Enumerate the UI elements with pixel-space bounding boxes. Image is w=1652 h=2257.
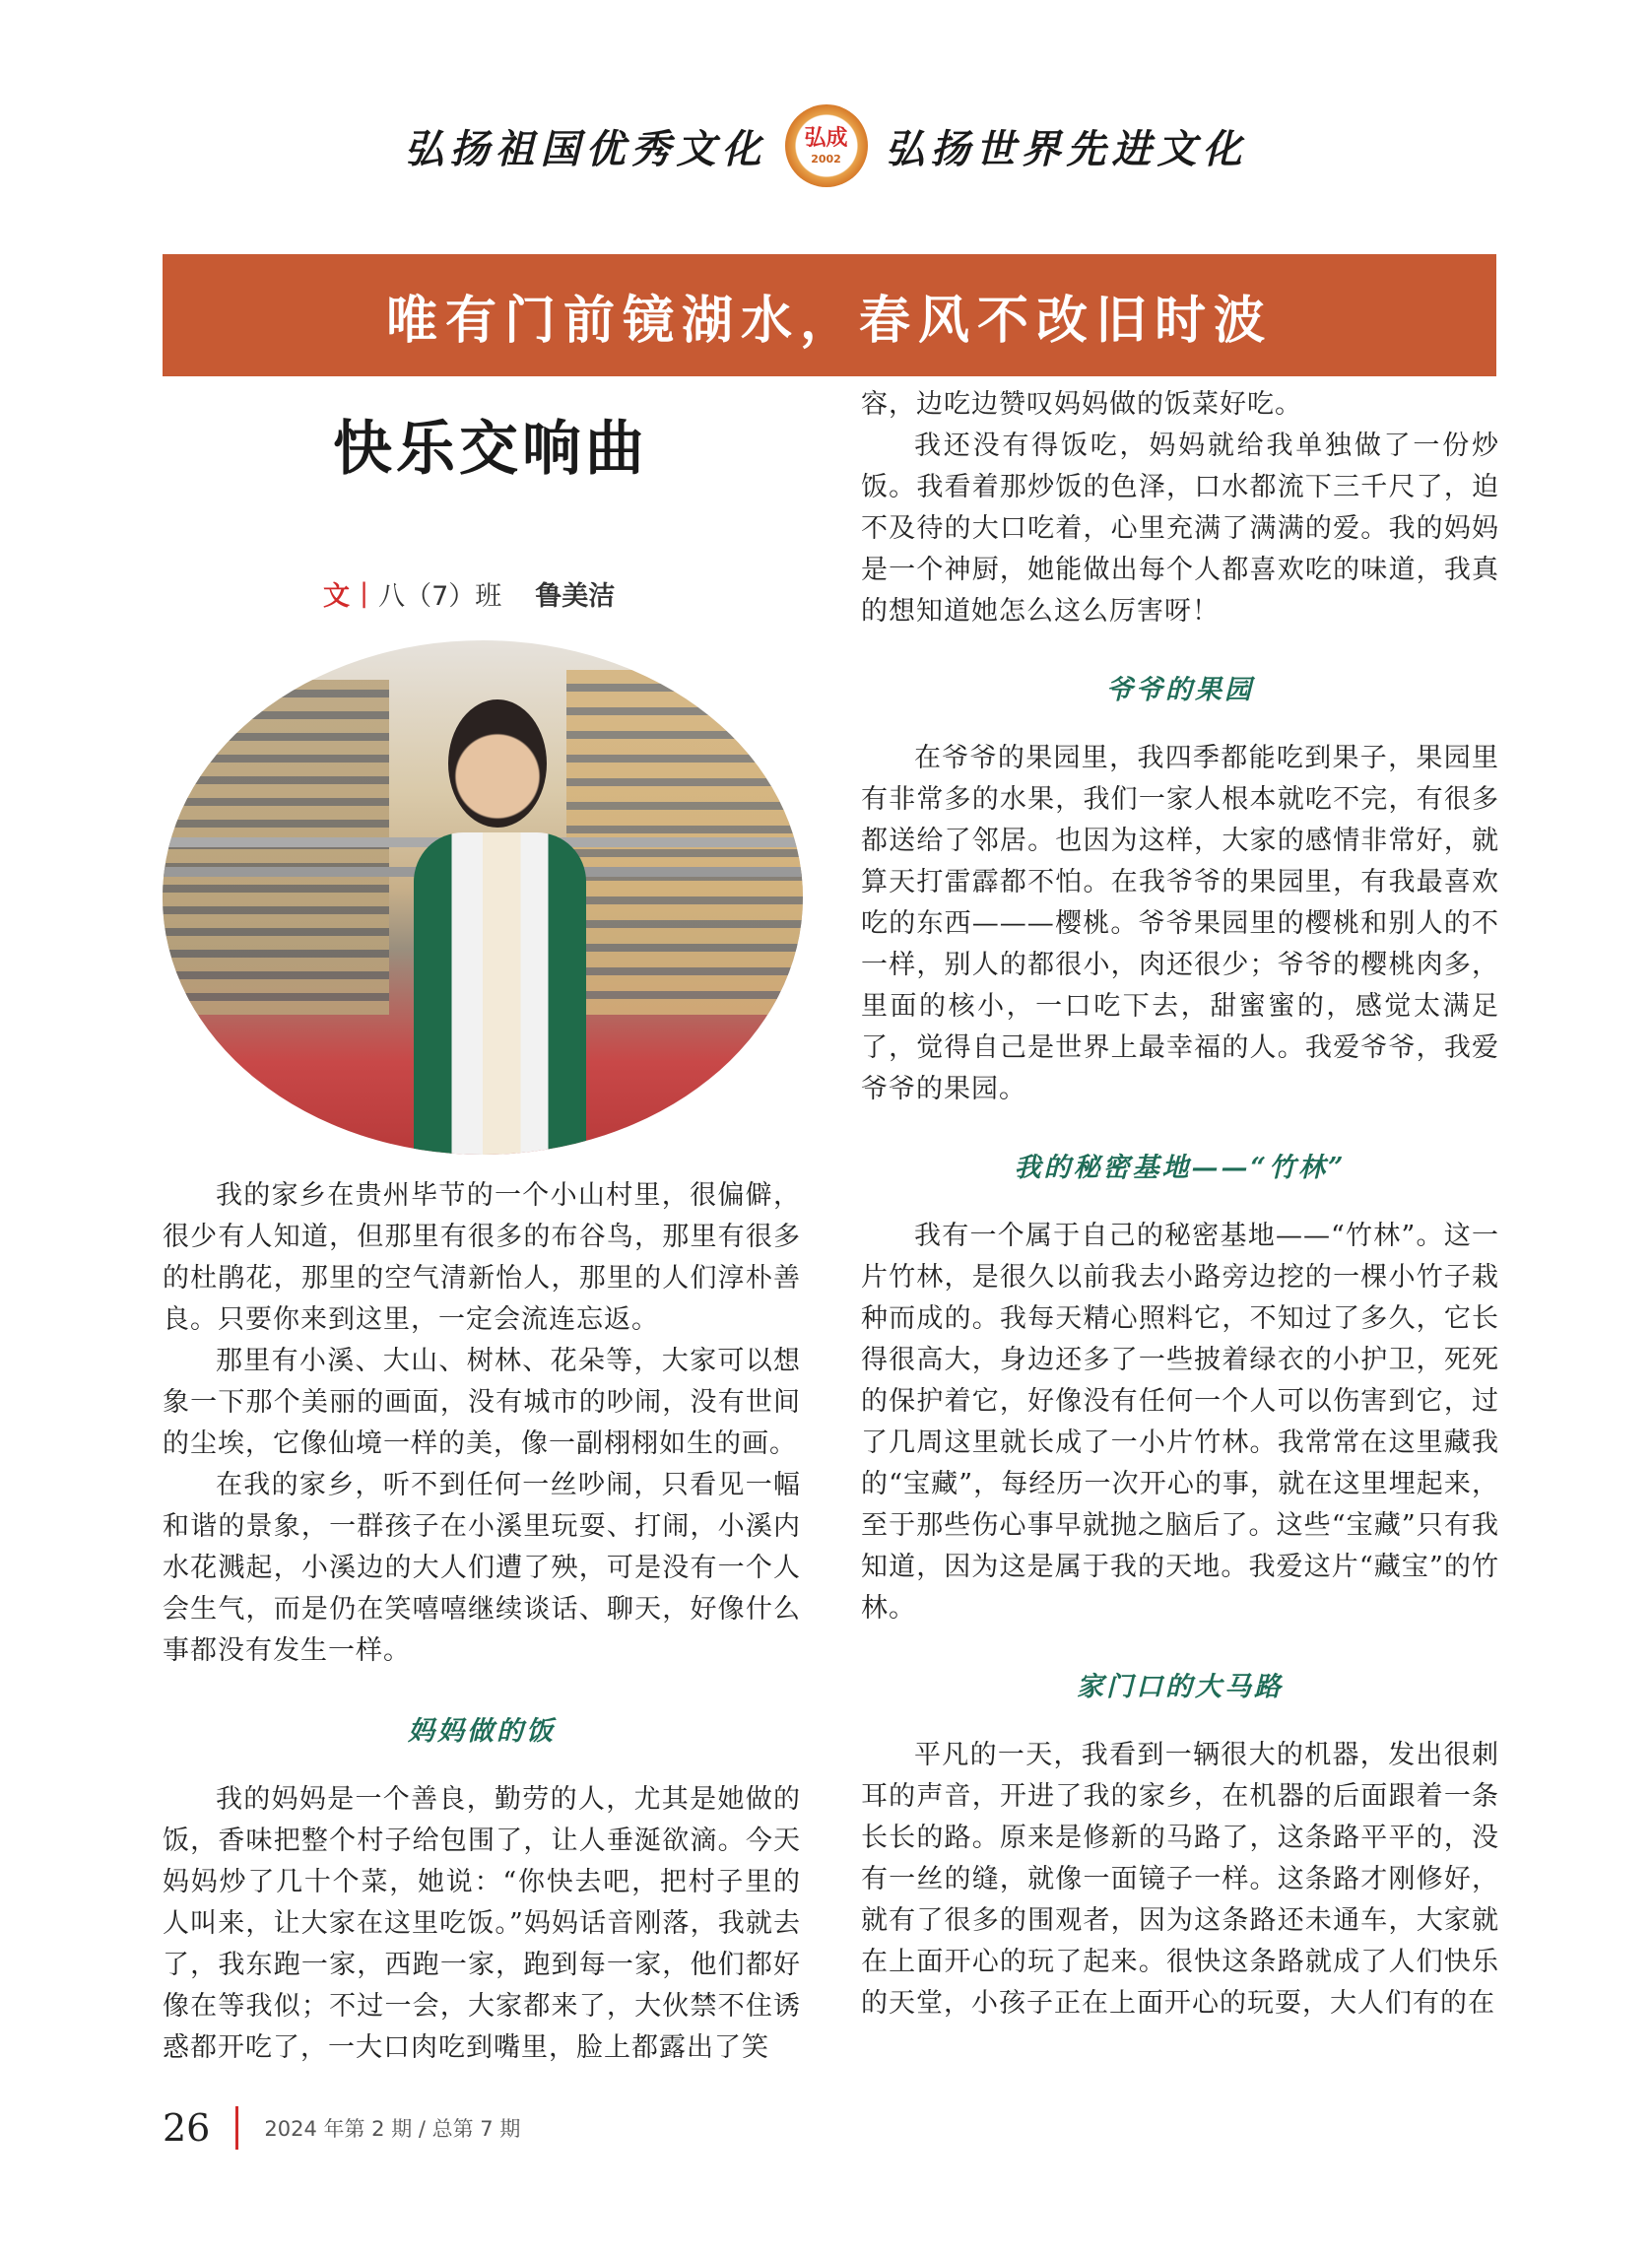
author-photo: [163, 640, 803, 1155]
left-para-4: 我的妈妈是一个善良，勤劳的人，尤其是她做的饭，香味把整个村子给包围了，让人垂涎欲滴。今天妈妈炒了几十个菜，她说：“你快去吧，把村子里的人叫来，让大家在这里吃饭。”妈妈话音刚落，我就去了，我东跑一家，西跑一家，跑到每一家，他们都好像在等我似；不过一会，大家都来了，大伙禁不住诱惑都开吃了，一大口肉吃到嘴里，脸上都露出了笑: [163, 1784, 801, 2063]
byline: [323, 574, 615, 613]
byline-divider: |: [360, 578, 369, 609]
article-title: 快乐交响曲: [333, 415, 648, 484]
photo-person-head: [448, 699, 547, 828]
banner-text: 唯有门前镜湖水，春风不改旧时波: [385, 291, 1273, 351]
left-para-2: 那里有小溪、大山、树林、花朵等，大家可以想象一下那个美丽的画面，没有城市的吵闹，没有世间的尘埃，它像仙境一样的美，像一副栩栩如生的画。: [163, 1346, 801, 1459]
slogan-right: 弘扬世界先进文化: [885, 125, 1248, 172]
right-para-0: 容，边吃边赞叹妈妈做的饭菜好吃。: [861, 389, 1302, 420]
slogan-left: 弘扬祖国优秀文化: [404, 125, 767, 172]
section-banner: [163, 254, 1496, 376]
subhead-grandpa-orchard: 爷爷的果园: [1106, 675, 1254, 705]
right-para-3: 我有一个属于自己的秘密基地——“竹林”。这一片竹林，是很久以前我去小路旁边挖的一棵小竹子栽种而成的。我每天精心照料它，不知过了多久，它长得很高大，身边还多了一些披着绿衣的小护卫，死死的保护着它，好像没有任何一个人可以伤害到它，过了几周这里就长成了一小片竹林。我常常在这里藏我的“宝藏”，每经历一次开心的事，就在这里埋起来，至于那些伤心事早就抛之脑后了。这些“宝藏”只有我知道，因为这是属于我的天地。我爱这片“藏宝”的竹林。: [861, 1221, 1499, 1624]
photo-person-body: [414, 832, 586, 1155]
byline-class: 八（7）班: [378, 581, 502, 612]
school-logo-icon: [785, 104, 868, 187]
left-para-3: 在我的家乡，听不到任何一丝吵闹，只看见一幅和谐的景象，一群孩子在小溪里玩耍、打闹，小溪内水花溅起，小溪边的大人们遭了殃，可是没有一个人会生气，而是仍在笑嘻嘻继续谈话、聊天，好像什么事都没有发生一样。: [163, 1470, 801, 1666]
right-para-4: 平凡的一天，我看到一辆很大的机器，发出很刺耳的声音，开进了我的家乡，在机器的后面跟着一条长长的路。原来是修新的马路了，这条路平平的，没有一丝的缝，就像一面镜子一样。这条路才刚修好，就有了很多的围观者，因为这条路还未通车，大家就在上面开心的玩了起来。很快这条路就成了人们快乐的天堂，小孩子正在上面开心的玩耍，大人们有的在: [861, 1740, 1499, 2019]
issue-info: 2024 年第 2 期 / 总第 7 期: [264, 2117, 521, 2141]
photo-building-left: [163, 680, 389, 1015]
byline-author: 鲁美洁: [535, 581, 616, 612]
byline-prefix: 文: [323, 581, 350, 612]
subhead-secret-base: 我的秘密基地——“竹林”: [1014, 1153, 1347, 1183]
page-footer: [163, 2106, 520, 2150]
footer-divider: [235, 2106, 238, 2150]
right-column: [861, 384, 1499, 2025]
left-column: [163, 1175, 801, 2069]
subhead-big-road: 家门口的大马路: [1077, 1672, 1284, 1702]
header-slogan: [0, 106, 1652, 185]
subhead-mom-cooking: 妈妈做的饭: [408, 1716, 556, 1747]
page-number: 26: [163, 2106, 211, 2150]
logo-mark: 弘成: [804, 124, 848, 151]
right-para-2: 在爷爷的果园里，我四季都能吃到果子，果园里有非常多的水果，我们一家人根本就吃不完，有很多都送给了邻居。也因为这样，大家的感情非常好，就算天打雷霹都不怕。在我爷爷的果园里，有我最喜欢吃的东西———樱桃。爷爷果园里的樱桃和别人的不一样，别人的都很小，肉还很少；爷爷的樱桃肉多，里面的核小，一口吃下去，甜蜜蜜的，感觉太满足了，觉得自己是世界上最幸福的人。我爱爷爷，我爱爷爷的果园。: [861, 743, 1499, 1104]
left-para-1: 我的家乡在贵州毕节的一个小山村里，很偏僻，很少有人知道，但那里有很多的布谷鸟，那里有很多的杜鹃花，那里的空气清新怡人，那里的人们淳朴善良。只要你来到这里，一定会流连忘返。: [163, 1180, 801, 1335]
right-para-1: 我还没有得饭吃，妈妈就给我单独做了一份炒饭。我看着那炒饭的色泽，口水都流下三千尺了，迫不及待的大口吃着，心里充满了满满的爱。我的妈妈是一个神厨，她能做出每个人都喜欢吃的味道，我真的想知道她怎么这么厉害呀！: [861, 431, 1499, 627]
logo-year: 2002: [811, 152, 841, 166]
